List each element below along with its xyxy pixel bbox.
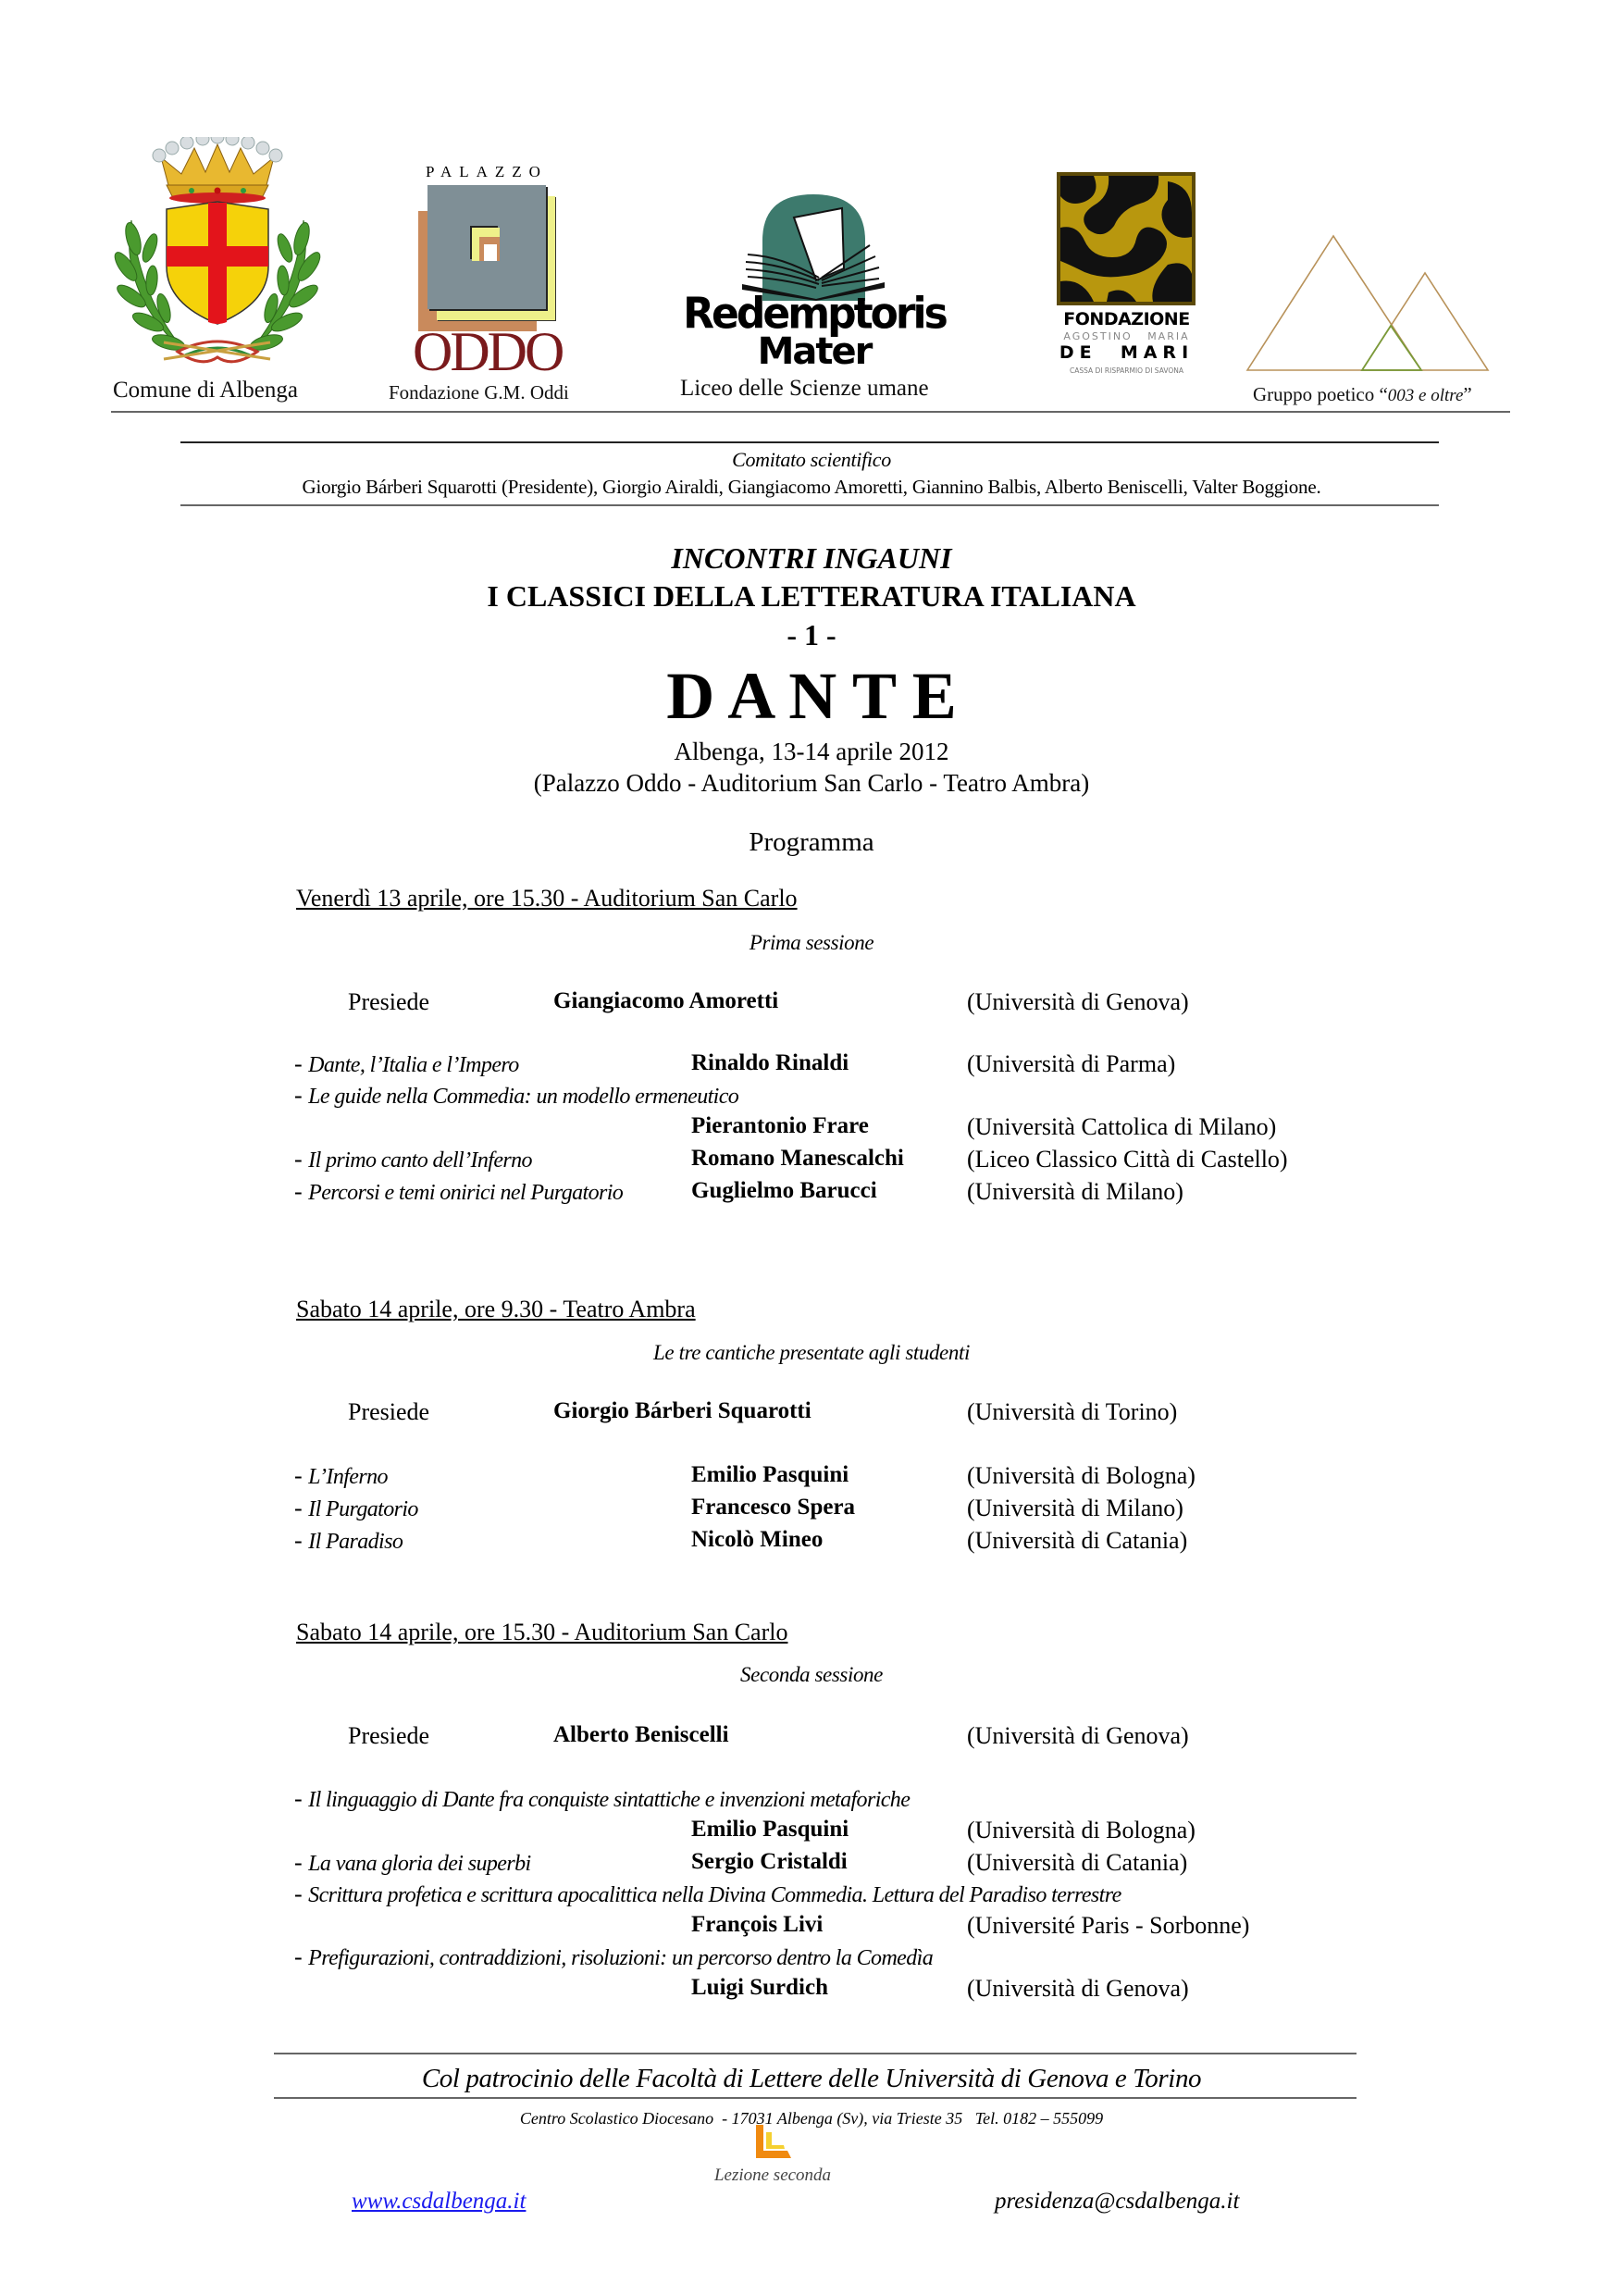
demari-line-4: CASSA DI RISPARMIO DI SAVONA: [1069, 366, 1184, 375]
session-3-day: Sabato 14 aprile, ore 15.30 - Auditorium San Carlo: [296, 1619, 788, 1645]
chair-affiliation: (Università di Genova): [967, 988, 1189, 1015]
speaker: Francesco Spera: [691, 1495, 856, 1520]
logo-caption-redemptoris: Liceo delle Scienze umane: [680, 376, 929, 401]
gruppo-prefix: Gruppo poetico “: [1253, 383, 1388, 405]
speaker: Luigi Surdich: [691, 1975, 828, 2000]
affiliation: (Liceo Classico Città di Castello): [967, 1146, 1288, 1173]
table-row: - Dante, l’Italia e l’Impero Rinaldo Rinaldi (Università di Parma): [294, 1050, 1176, 1077]
lezione-seconda-text: Lezione seconda: [713, 2166, 832, 2185]
table-row: - Scrittura profetica e scrittura apocalittica nella Divina Commedia. Lettura del Paradiso terrestre: [294, 1880, 1121, 1907]
logo-caption-oddo: Fondazione G.M. Oddi: [389, 381, 569, 403]
session-1-name: Prima sessione: [749, 931, 874, 954]
committee-title: Comitato scientifico: [732, 448, 891, 471]
series-subtitle: I CLASSICI DELLA LETTERATURA ITALIANA: [487, 579, 1136, 613]
palazzo-label: PALAZZO: [426, 163, 548, 180]
talk-title: La vana gloria dei superbi: [308, 1852, 531, 1876]
chair-name: Alberto Beniscelli: [553, 1722, 729, 1747]
presiede-label: Presiede: [348, 1398, 430, 1425]
redemptoris-wordmark-2: Mater: [757, 330, 872, 373]
speaker: Nicolò Mineo: [691, 1527, 824, 1552]
affiliation: (Université Paris - Sorbonne): [967, 1912, 1250, 1939]
committee-bottom-rule: [180, 504, 1439, 506]
talk-title: Il primo canto dell’Inferno: [308, 1148, 532, 1173]
table-row: [0, 1817, 1623, 1848]
triangles-icon: [1240, 231, 1499, 376]
speaker: Rinaldo Rinaldi: [691, 1050, 849, 1075]
talk-title: Percorsi e temi onirici nel Purgatorio: [308, 1181, 624, 1205]
table-row: - Il Paradiso Nicolò Mineo (Università di Catania): [294, 1527, 1188, 1554]
address-text: Centro Scolastico Diocesano - 17031 Albenga (Sv), via Trieste 35 Tel. 0182 – 555099: [519, 2109, 1104, 2128]
table-row: - Percorsi e temi onirici nel Purgatorio Guglielmo Barucci (Università di Milano): [294, 1178, 1183, 1205]
gruppo-suffix: ”: [1463, 383, 1472, 405]
table-row: - Prefigurazioni, contraddizioni, risoluzioni: un percorso dentro la Comedìa: [294, 1943, 934, 1970]
series-number: - 1 -: [787, 618, 836, 652]
session-1-chair-row: [0, 988, 1623, 1020]
lezione-seconda-logo-icon: [754, 2123, 791, 2160]
affiliation: (Università di Milano): [967, 1178, 1183, 1205]
session-2-chair-row: [0, 1398, 1623, 1430]
demari-line-3: DE MARI: [1059, 342, 1195, 363]
place-date: Albenga, 13-14 aprile 2012: [674, 738, 949, 765]
chair-affiliation: (Università di Genova): [967, 1722, 1189, 1749]
table-row: - Il Purgatorio Francesco Spera (Università di Milano): [294, 1495, 1183, 1521]
session-3-name: Seconda sessione: [740, 1663, 883, 1686]
session-1-day: Venerdì 13 aprile, ore 15.30 - Auditorium San Carlo: [296, 885, 798, 912]
talk-title: Prefigurazioni, contraddizioni, risoluzioni: un percorso dentro la Comedìa: [308, 1946, 934, 1970]
committee-members: Giorgio Bárberi Squarotti (Presidente), Giorgio Airaldi, Giangiacomo Amoretti, Giannino Balbis, Alberto Beniscelli, Valter Boggione.: [302, 476, 1321, 498]
email-text: presidenza@csdalbenga.it: [995, 2189, 1240, 2214]
table-row: [0, 1912, 1623, 1943]
talk-title: Il Purgatorio: [308, 1497, 418, 1521]
speaker: François Livi: [691, 1912, 824, 1937]
speaker: Sergio Cristaldi: [691, 1849, 848, 1874]
session-2-name: Le tre cantiche presentate agli studenti: [653, 1341, 970, 1364]
pattern-square-logo: [1057, 172, 1196, 305]
table-row: - L’Inferno Emilio Pasquini (Università di Bologna): [294, 1462, 1196, 1489]
committee-top-rule: [180, 441, 1439, 443]
talk-title: Il linguaggio di Dante fra conquiste sintattiche e invenzioni metaforiche: [308, 1788, 911, 1812]
talk-title: Scrittura profetica e scrittura apocalittica nella Divina Commedia. Lettura del Paradiso terrestre: [308, 1883, 1121, 1907]
table-row: - Le guide nella Commedia: un modello ermeneutico: [294, 1082, 739, 1109]
website-link[interactable]: www.csdalbenga.it: [352, 2189, 527, 2214]
affiliation: (Università Cattolica di Milano): [967, 1113, 1277, 1140]
session-3-chair-row: [0, 1722, 1623, 1754]
logo-caption-comune: Comune di Albenga: [113, 378, 298, 403]
speaker: Pierantonio Frare: [691, 1113, 869, 1138]
talk-title: Il Paradiso: [308, 1530, 403, 1554]
table-row: - Il linguaggio di Dante fra conquiste sintattiche e invenzioni metaforiche: [294, 1785, 911, 1812]
affiliation: (Università di Catania): [967, 1849, 1188, 1876]
demari-line-2: AGOSTINO MARIA: [1063, 330, 1190, 342]
chair-name: Giangiacomo Amoretti: [553, 988, 779, 1013]
speaker: Emilio Pasquini: [691, 1462, 849, 1487]
table-row: - La vana gloria dei superbi Sergio Cristaldi (Università di Catania): [294, 1849, 1188, 1876]
presiede-label: Presiede: [348, 988, 430, 1015]
speaker: Guglielmo Barucci: [691, 1178, 877, 1203]
table-row: [0, 1975, 1623, 2006]
oddo-wordmark: ODDO: [413, 321, 563, 382]
redemptoris-wordmark-1: Redemptoris: [683, 289, 946, 340]
session-2-day: Sabato 14 aprile, ore 9.30 - Teatro Ambra: [296, 1296, 696, 1322]
speaker: Emilio Pasquini: [691, 1817, 849, 1842]
speaker: Romano Manescalchi: [691, 1146, 904, 1171]
chair-affiliation: (Università di Torino): [967, 1398, 1178, 1425]
main-title: D A N T E: [666, 659, 957, 733]
footer-bottom-rule: [274, 2097, 1357, 2099]
affiliation: (Università di Parma): [967, 1050, 1176, 1077]
talk-title: L’Inferno: [308, 1465, 388, 1489]
presiede-label: Presiede: [348, 1722, 430, 1749]
coat-of-arms-icon: [113, 137, 322, 376]
chair-name: Giorgio Bárberi Squarotti: [553, 1398, 812, 1423]
talk-title: Dante, l’Italia e l’Impero: [308, 1053, 519, 1077]
affiliation: (Università di Genova): [967, 1975, 1189, 2002]
open-book-icon: [740, 190, 888, 301]
programma-heading: Programma: [749, 827, 874, 857]
header-divider: [111, 411, 1510, 413]
venues: (Palazzo Oddo - Auditorium San Carlo - Teatro Ambra): [533, 769, 1090, 797]
affiliation: (Università di Bologna): [967, 1462, 1196, 1489]
demari-line-1: FONDAZIONE: [1063, 309, 1190, 329]
logo-caption-gruppo: [1253, 383, 1472, 406]
footer-top-rule: [274, 2053, 1357, 2054]
series-title: INCONTRI INGAUNI: [671, 541, 952, 575]
affiliation: (Università di Bologna): [967, 1817, 1196, 1843]
affiliation: (Università di Milano): [967, 1495, 1183, 1521]
affiliation: (Università di Catania): [967, 1527, 1188, 1554]
table-row: - Il primo canto dell’Inferno Romano Manescalchi (Liceo Classico Città di Castello): [294, 1146, 1288, 1173]
table-row: [0, 1113, 1623, 1145]
gruppo-italic: 003 e oltre: [1387, 386, 1464, 405]
patronage-text: Col patrocinio delle Facoltà di Lettere delle Università di Genova e Torino: [421, 2064, 1202, 2093]
talk-title: Le guide nella Commedia: un modello ermeneutico: [308, 1085, 739, 1109]
